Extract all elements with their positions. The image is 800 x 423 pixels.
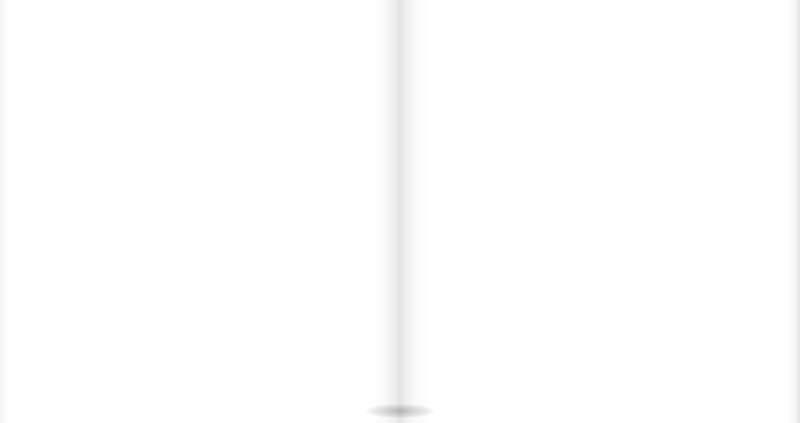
illustration-scene xyxy=(458,35,742,178)
right-page xyxy=(400,0,800,423)
illustration xyxy=(458,35,742,178)
